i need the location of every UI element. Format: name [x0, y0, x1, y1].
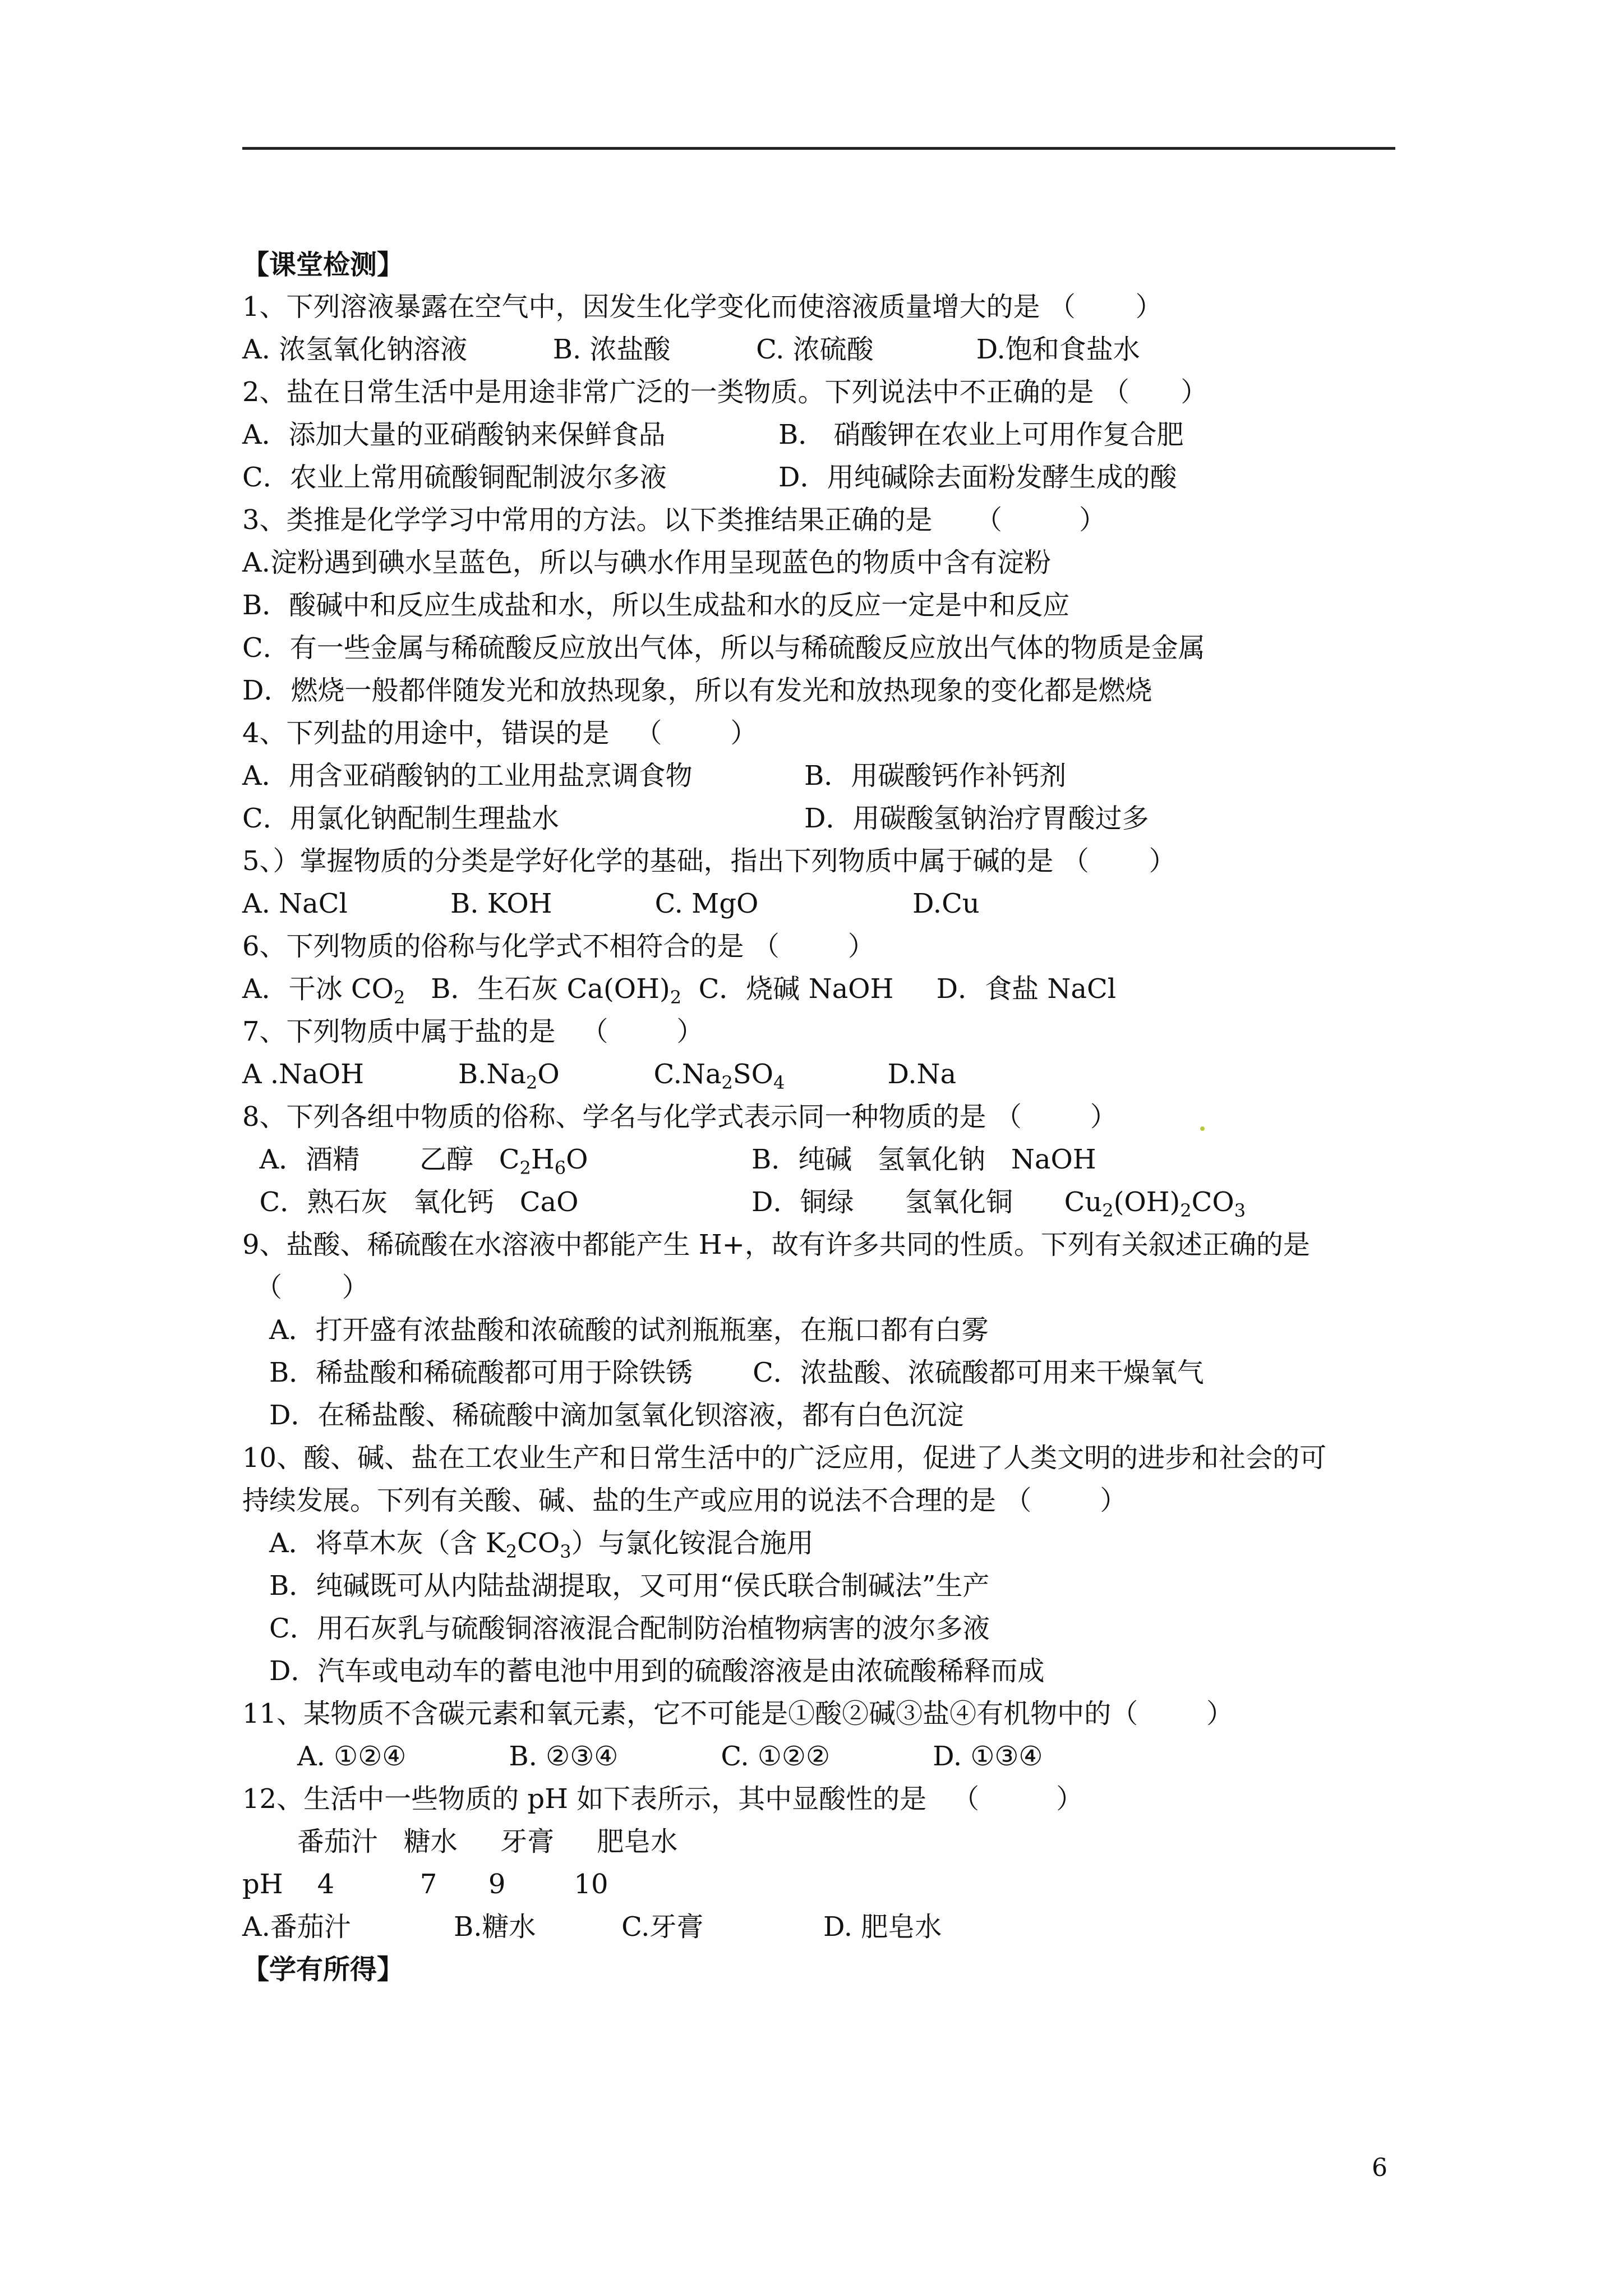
question-2-stem: 2、盐在日常生活中是用途非常广泛的一类物质。下列说法中不正确的是 （ ）	[242, 376, 1208, 408]
question-3-option-a: A.淀粉遇到碘水呈蓝色，所以与碘水作用呈现蓝色的物质中含有淀粉	[242, 547, 1051, 578]
question-3-option-b: B．酸碱中和反应生成盐和水，所以生成盐和水的反应一定是中和反应	[242, 590, 1070, 621]
ph-table-row: pH 4 7 9 10	[242, 1869, 608, 1900]
question-4-stem: 4、下列盐的用途中，错误的是 （ ）	[242, 717, 758, 749]
page-number: 6	[1372, 2154, 1387, 2182]
question-8-option-a: A．酒精 乙醇 $C_2H_6O$	[242, 1144, 588, 1179]
question-10-option-d: D．汽车或电动车的蓄电池中用到的硫酸溶液是由浓硫酸稀释而成	[269, 1655, 1045, 1687]
question-10-stem-line-2: 持续发展。下列有关酸、碱、盐的生产或应用的说法不合理的是 （ ）	[242, 1485, 1127, 1516]
question-10-option-a: A．将草木灰（含 $K_2CO_3$）与氯化铵混合施用	[269, 1527, 814, 1562]
question-12-options: A.番茄汁 B.糖水 C.牙膏 D. 肥皂水	[242, 1911, 942, 1943]
question-1-options: A. 浓氢氧化钠溶液 B. 浓盐酸 C. 浓硫酸 D.饱和食盐水	[242, 334, 1140, 365]
question-3-stem: 3、类推是化学学习中常用的方法。以下类推结果正确的是 （ ）	[242, 504, 1106, 536]
question-4-option-d: D．用碳酸氢钠治疗胃酸过多	[804, 803, 1149, 834]
question-7-options: A .NaOH $B.Na_2O$ $C.Na_2SO_4$ D.Na	[242, 1059, 957, 1093]
question-10-option-b: B．纯碱既可从内陆盐湖提取，又可用“侯氏联合制碱法”生产	[269, 1570, 990, 1602]
question-4-option-a: A．用含亚硝酸钠的工业用盐烹调食物	[242, 760, 693, 792]
question-10-option-c: C．用石灰乳与硫酸铜溶液混合配制防治植物病害的波尔多液	[269, 1613, 990, 1644]
question-9-answer-paren: （ ）	[255, 1272, 369, 1303]
question-4-option-c: C．用氯化钠配制生理盐水	[242, 803, 559, 834]
ph-table-header: 番茄汁 糖水 牙膏 肥皂水	[297, 1826, 678, 1857]
question-7-stem: 7、下列物质中属于盐的是 （ ）	[242, 1016, 704, 1047]
question-8-stem: 8、下列各组中物质的俗称、学名与化学式表示同一种物质的是 （ ）	[242, 1101, 1117, 1133]
question-3-option-c: C．有一些金属与稀硫酸反应放出气体，所以与稀硫酸反应放出气体的物质是金属	[242, 632, 1205, 664]
question-6-options: A．干冰 $CO_2$ B．生石灰 $Ca(OH)_2$ C．烧碱 NaOH D．食盐 NaCl	[242, 973, 1117, 1008]
question-12-stem: 12、生活中一些物质的 pH 如下表所示，其中显酸性的是 （ ）	[242, 1783, 1083, 1815]
question-9-stem: 9、盐酸、稀硫酸在水溶液中都能产生 H+，故有许多共同的性质。下列有关叙述正确的是	[242, 1229, 1310, 1260]
question-8-option-d: D．铜绿 氢氧化铜 $Cu_2(OH)_2CO_3$	[751, 1186, 1246, 1221]
question-4-option-b: B．用碳酸钙作补钙剂	[804, 760, 1067, 792]
question-2-option-b: B． 硝酸钾在农业上可用作复合肥	[778, 419, 1184, 450]
question-8-option-b: B．纯碱 氢氧化钠 NaOH	[751, 1144, 1096, 1175]
question-9-option-a: A．打开盛有浓盐酸和浓硫酸的试剂瓶瓶塞，在瓶口都有白雾	[269, 1314, 989, 1346]
ink-speck	[1200, 1126, 1205, 1131]
section-heading-learning-gains: 【学有所得】	[242, 1954, 404, 1985]
question-5-stem: 5、）掌握物质的分类是学好化学的基础，指出下列物质中属于碱的是 （ ）	[242, 845, 1176, 877]
question-2-option-a: A．添加大量的亚硝酸钠来保鲜食品	[242, 419, 666, 450]
question-10-stem-line-1: 10、酸、碱、盐在工农业生产和日常生活中的广泛应用，促进了人类文明的进步和社会的可	[242, 1442, 1327, 1474]
question-3-option-d: D．燃烧一般都伴随发光和放热现象，所以有发光和放热现象的变化都是燃烧	[242, 675, 1152, 706]
question-2-option-c: C．农业上常用硫酸铜配制波尔多液	[242, 462, 667, 493]
header-rule	[242, 147, 1395, 150]
question-11-options: A. ①②④ B. ②③④ C. ①②② D. ①③④	[297, 1741, 1043, 1772]
question-6-stem: 6、下列物质的俗称与化学式不相符合的是 （ ）	[242, 931, 875, 962]
question-9-option-d: D．在稀盐酸、稀硫酸中滴加氢氧化钡溶液，都有白色沉淀	[269, 1400, 964, 1431]
question-5-options: A. NaCl B. KOH C. MgO D.Cu	[242, 888, 980, 919]
question-9-options-bc: B．稀盐酸和稀硫酸都可用于除铁锈 C．浓盐酸、浓硫酸都可用来干燥氧气	[269, 1357, 1204, 1388]
question-8-option-c: C．熟石灰 氧化钙 CaO	[242, 1186, 579, 1218]
question-2-option-d: D．用纯碱除去面粉发酵生成的酸	[778, 462, 1177, 493]
question-1-stem: 1、下列溶液暴露在空气中，因发生化学变化而使溶液质量增大的是 （ ）	[242, 291, 1163, 323]
section-heading-classroom-check: 【课堂检测】	[242, 249, 404, 280]
question-11-stem: 11、某物质不含碳元素和氧元素，它不可能是①酸②碱③盐④有机物中的（ ）	[242, 1698, 1234, 1729]
